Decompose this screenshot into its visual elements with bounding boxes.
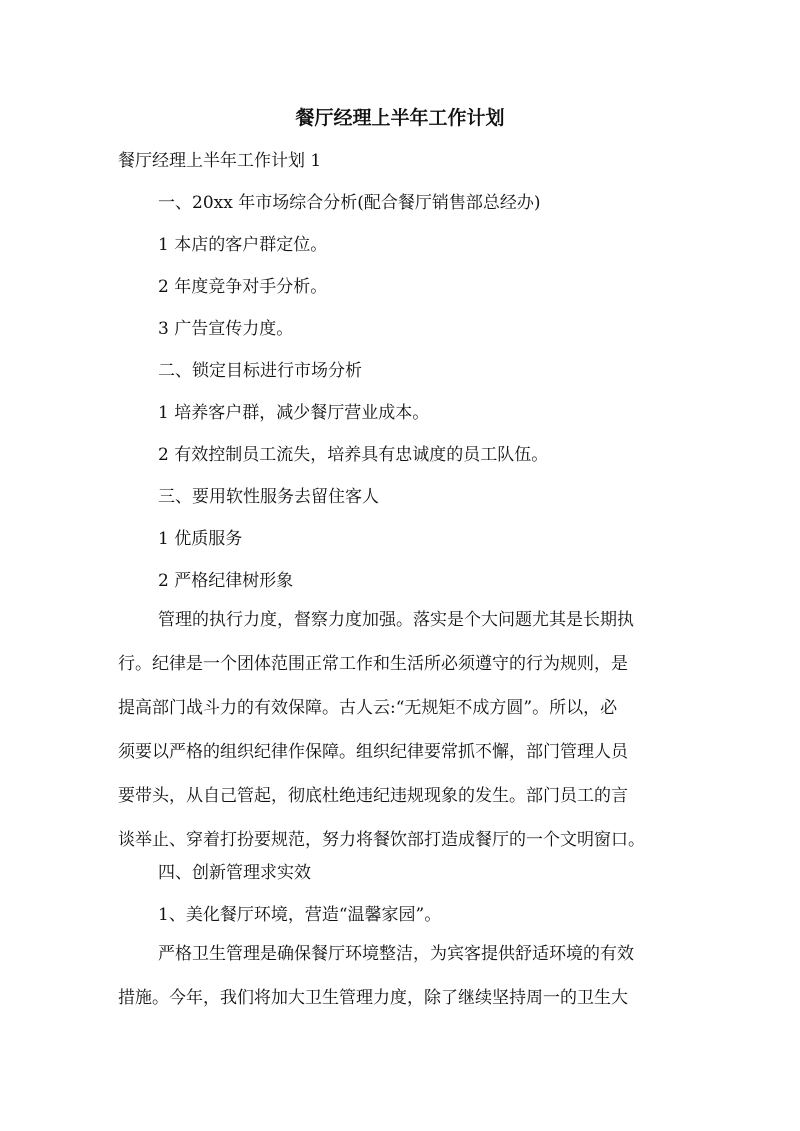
paragraph-line: 行。纪律是一个团体范围正常工作和生活所必须遵守的行为规则，是 xyxy=(118,654,628,674)
list-item: 1、美化餐厅环境，营造“温馨家园”。 xyxy=(158,905,442,925)
body-paragraph-1 xyxy=(118,598,688,862)
list-item: 2 有效控制员工流失，培养具有忠诚度的员工队伍。 xyxy=(158,445,549,465)
list-item: 3 广告宣传力度。 xyxy=(158,319,294,339)
section-heading-1: 一、20xx 年市场综合分析(配合餐厅销售部总经办) xyxy=(158,193,541,213)
paragraph-line: 要带头，从自己管起，彻底杜绝违纪违规现象的发生。部门员工的言 xyxy=(118,786,628,806)
paragraph-line: 谈举止、穿着打扮要规范，努力将餐饮部打造成餐厅的一个文明窗口。 xyxy=(118,830,645,850)
document-title: 餐厅经理上半年工作计划 xyxy=(295,107,505,129)
list-item: 1 优质服务 xyxy=(158,529,243,549)
paragraph-line: 管理的执行力度，督察力度加强。落实是个大问题尤其是长期执 xyxy=(158,610,634,630)
section-heading-3: 三、要用软性服务去留住客人 xyxy=(158,487,379,507)
body-paragraph-2 xyxy=(118,932,688,1020)
list-item: 1 本店的客户群定位。 xyxy=(158,235,328,255)
list-item: 2 年度竞争对手分析。 xyxy=(158,277,328,297)
paragraph-line: 严格卫生管理是确保餐厅环境整洁，为宾客提供舒适环境的有效 xyxy=(158,944,634,964)
list-item: 1 培养客户群，减少餐厅营业成本。 xyxy=(158,403,430,423)
list-item: 2 严格纪律树形象 xyxy=(158,571,294,591)
section-heading-4: 四、创新管理求实效 xyxy=(158,863,311,883)
document-subtitle: 餐厅经理上半年工作计划 1 xyxy=(118,151,322,171)
section-heading-2: 二、锁定目标进行市场分析 xyxy=(158,361,362,381)
paragraph-line: 提高部门战斗力的有效保障。古人云:“无规矩不成方圆”。所以，必 xyxy=(118,698,618,718)
paragraph-line: 措施。今年，我们将加大卫生管理力度，除了继续坚持周一的卫生大 xyxy=(118,988,628,1008)
paragraph-line: 须要以严格的组织纪律作保障。组织纪律要常抓不懈，部门管理人员 xyxy=(118,742,628,762)
